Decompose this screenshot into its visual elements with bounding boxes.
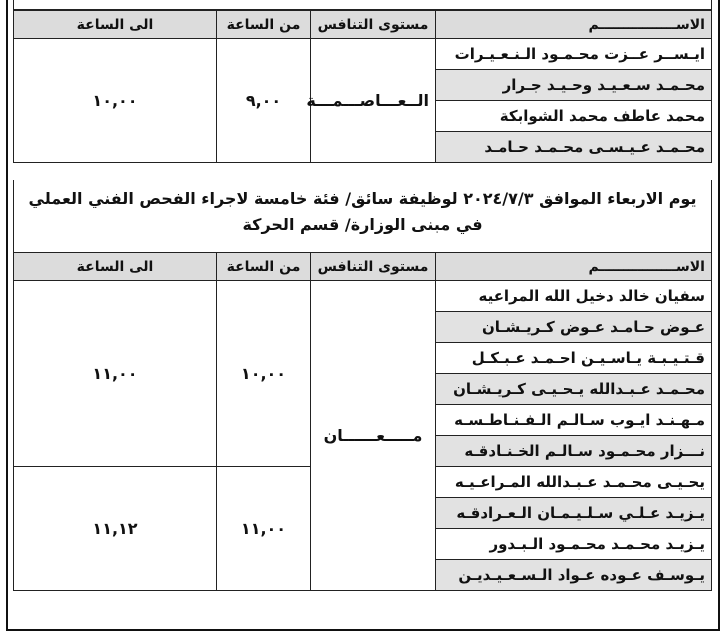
candidate-name: عـوض حـامـد عـوض كـريـشـان (436, 312, 712, 343)
table-row (14, 281, 712, 312)
candidate-name: محـمـد عـيـسـى محـمـد حـامـد (436, 132, 712, 163)
candidate-name: سفيان خالد دخيل الله المراعيه (436, 281, 712, 312)
table-row (14, 39, 712, 70)
candidate-name: محمد عاطف محمد الشوابكة (436, 101, 712, 132)
candidate-name: محـمـد سـعـيـد وحـيـد جـرار (436, 70, 712, 101)
header-level: مستوى التنافس (311, 11, 436, 39)
heading-line-1: يوم الاربعاء الموافق ٢٠٢٤/٧/٣ لوظيفة سائق/ فئة خامسة لاجراء الفحص الفني العملي (28, 189, 697, 208)
from-time: ١١,٠٠ (217, 467, 311, 591)
candidate-name: محـمـد عـبـدالله يـحـيـى كـريـشـان (436, 374, 712, 405)
from-time: ١٠,٠٠ (217, 281, 311, 467)
table-header-row (14, 11, 712, 39)
header-to: الى الساعة (14, 11, 217, 39)
candidate-name: يـزيـد عـلـي سـلـيـمـان الـعـرادقـه (436, 498, 712, 529)
competition-level: مـــــعــــــان (311, 281, 436, 591)
header-name: الاســــــــــــــــم (436, 11, 712, 39)
header-to: الى الساعة (14, 253, 217, 281)
candidate-name: يحـيـى محـمـد عـبـدالله المـراعـيـه (436, 467, 712, 498)
header-from: من الساعة (217, 253, 311, 281)
candidate-name: يـوسـف عـوده عـواد الـسـعـيـديـن (436, 560, 712, 591)
schedule-table-capital (13, 10, 712, 163)
section-heading (13, 180, 712, 252)
candidate-name: مـهـنـد ايـوب سـالـم الـفـنـاطـسـه (436, 405, 712, 436)
competition-level: الــعـــاصـــمـــة (311, 39, 436, 163)
header-level: مستوى التنافس (311, 253, 436, 281)
header-name: الاســــــــــــــــم (436, 253, 712, 281)
to-time: ١١,١٢ (14, 467, 217, 591)
schedule-table-maan (13, 252, 712, 591)
from-time: ٩,٠٠ (217, 39, 311, 163)
candidate-name: ايـســر عــزت محـمـود الـنـعـيـرات (436, 39, 712, 70)
to-time: ١١,٠٠ (14, 281, 217, 467)
to-time: ١٠,٠٠ (14, 39, 217, 163)
previous-table-edge (13, 0, 712, 10)
header-from: من الساعة (217, 11, 311, 39)
heading-line-2: في مبنى الوزارة/ قسم الحركة (242, 215, 483, 234)
candidate-name: قـتـيـبـة يـاسـيـن احـمـد عـبـكـل (436, 343, 712, 374)
table-header-row (14, 253, 712, 281)
candidate-name: نـــزار محـمـود سـالـم الخـنـادقـه (436, 436, 712, 467)
candidate-name: يـزيـد محـمـد محـمـود الـبـدور (436, 529, 712, 560)
